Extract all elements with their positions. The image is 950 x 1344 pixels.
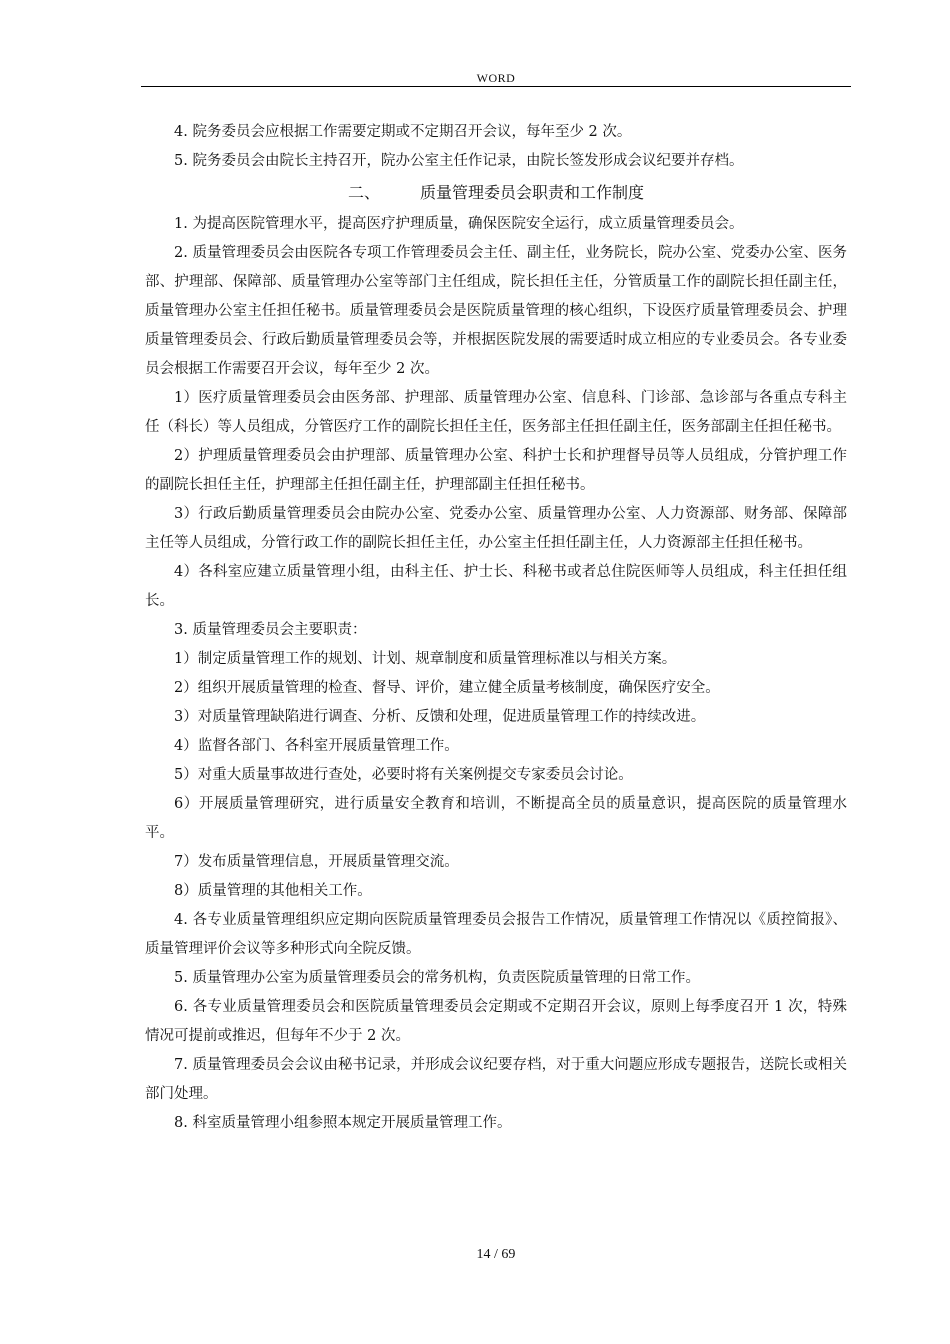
paragraph: 8. 科室质量管理小组参照本规定开展质量管理工作。: [174, 1115, 512, 1131]
section-heading: [145, 176, 847, 210]
paragraph: 6）开展质量管理研究，进行质量安全教育和培训，不断提高全员的质量意识，提高医院的质量管理水平。: [145, 796, 847, 841]
paragraph: 3）行政后勤质量管理委员会由院办公室、党委办公室、质量管理办公室、人力资源部、财务部、保障部主任等人员组成，分管行政工作的副院长担任主任，办公室主任担任副主任，人力资源部主任担任秘书。: [145, 506, 847, 551]
paragraph: 3. 质量管理委员会主要职责：: [174, 622, 367, 638]
header-divider: [141, 86, 851, 87]
page-number: 14 / 69: [476, 1247, 516, 1262]
paragraph: 4）各科室应建立质量管理小组，由科主任、护士长、科秘书或者总住院医师等人员组成，科主任担任组长。: [145, 564, 847, 609]
paragraph: 6. 各专业质量管理委员会和医院质量管理委员会定期或不定期召开会议，原则上每季度召开 1 次，特殊情况可提前或推迟，但每年不少于 2 次。: [145, 999, 847, 1044]
section-title: 质量管理委员会职责和工作制度: [420, 183, 645, 202]
paragraph: 4. 各专业质量管理组织应定期向医院质量管理委员会报告工作情况，质量管理工作情况以《质控简报》、质量管理评价会议等多种形式向全院反馈。: [145, 912, 847, 957]
paragraph: 5）对重大质量事故进行查处，必要时将有关案例提交专家委员会讨论。: [174, 767, 633, 783]
paragraph: 5. 质量管理办公室为质量管理委员会的常务机构，负责医院质量管理的日常工作。: [174, 970, 700, 986]
paragraph: 2. 质量管理委员会由医院各专项工作管理委员会主任、副主任，业务院长，院办公室、党委办公室、医务部、护理部、保障部、质量管理办公室等部门主任组成，院长担任主任，分管质量工作的副院长担任副主任，质量管理办公室主任担任秘书。质量管理委员会是医院质量管理的核心组织，下设医疗质量管理委员会、护理质量管理委员会、行政后勤质量管理委员会等，并根据医院发展的需要适时成立相应的专业委员会。各专业委员会根据工作需要召开会议，每年至少 2 次。: [145, 245, 847, 377]
paragraph: 7）发布质量管理信息，开展质量管理交流。: [174, 854, 459, 870]
paragraph: 1）医疗质量管理委员会由医务部、护理部、质量管理办公室、信息科、门诊部、急诊部与各重点专科主任（科长）等人员组成，分管医疗工作的副院长担任主任，医务部主任担任副主任，医务部副主任担任秘书。: [145, 390, 847, 435]
paragraph: 1）制定质量管理工作的规划、计划、规章制度和质量管理标准以与相关方案。: [174, 651, 677, 667]
paragraph: 8）质量管理的其他相关工作。: [174, 883, 372, 899]
paragraph: 2）组织开展质量管理的检查、督导、评价，建立健全质量考核制度，确保医疗安全。: [174, 680, 720, 696]
page-header: WORD: [476, 71, 516, 85]
paragraph: 5. 院务委员会由院长主持召开，院办公室主任作记录，由院长签发形成会议纪要并存档。: [174, 153, 744, 169]
document-body: [145, 118, 847, 1138]
paragraph: 4）监督各部门、各科室开展质量管理工作。: [174, 738, 459, 754]
paragraph: 3）对质量管理缺陷进行调查、分析、反馈和处理，促进质量管理工作的持续改进。: [174, 709, 706, 725]
paragraph: 4. 院务委员会应根据工作需要定期或不定期召开会议，每年至少 2 次。: [174, 124, 632, 140]
paragraph: 1. 为提高医院管理水平，提高医疗护理质量，确保医院安全运行，成立质量管理委员会。: [174, 216, 744, 232]
paragraph: 2）护理质量管理委员会由护理部、质量管理办公室、科护士长和护理督导员等人员组成，分管护理工作的副院长担任主任，护理部主任担任副主任，护理部副主任担任秘书。: [145, 448, 847, 493]
section-number: 二、: [347, 183, 380, 202]
paragraph: 7. 质量管理委员会会议由秘书记录，并形成会议纪要存档，对于重大问题应形成专题报告，送院长或相关部门处理。: [145, 1057, 847, 1102]
